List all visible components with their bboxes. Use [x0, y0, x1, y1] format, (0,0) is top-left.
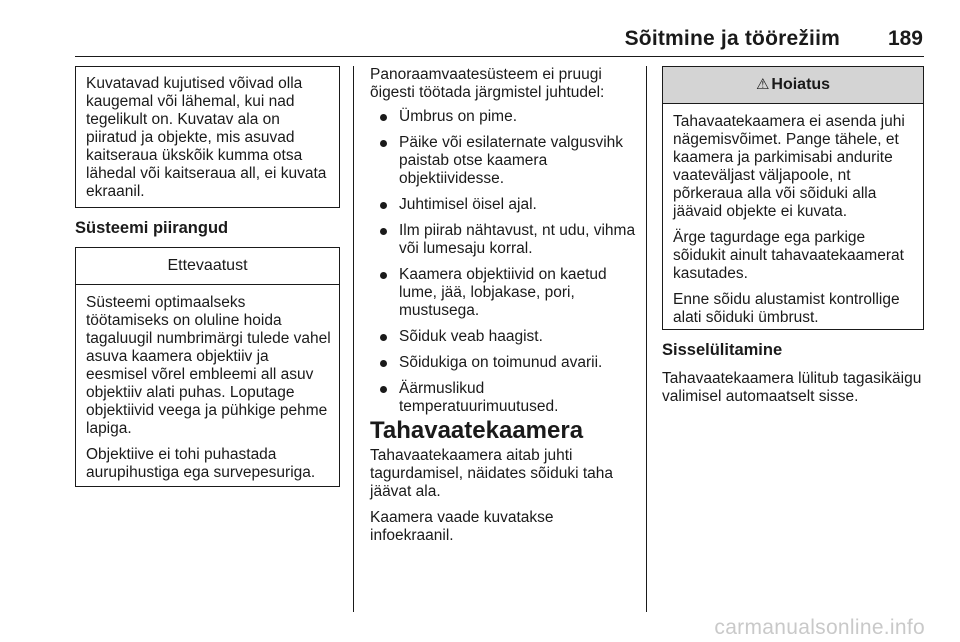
- list-item: Kaamera objektiivid on kaetud lume, jää, lobjakase, pori, mustusega.: [370, 266, 638, 320]
- activation-body: [662, 370, 924, 414]
- rear-camera-section-title: Tahavaatekaamera: [370, 417, 584, 444]
- activation-paragraph: Tahavaatekaamera lülitub tagasikäigu valimisel automaatselt sisse.: [662, 370, 922, 405]
- system-limitations-heading: Süsteemi piirangud: [75, 219, 229, 237]
- caution-box-title: Ettevaatust: [76, 248, 339, 285]
- warning-box: [662, 66, 924, 330]
- rear-camera-paragraph: Tahavaatekaamera aitab juhti tagurdamisel, näidates sõiduki taha jäävat ala.: [370, 447, 613, 500]
- limitations-intro: Panoraamvaatesüsteem ei pruugi õigesti töötada järgmistel juhtudel:: [370, 66, 605, 101]
- warning-box-header: [663, 67, 923, 104]
- column-divider-1: [353, 66, 354, 612]
- list-item: Päike või esilaternate valgusvihk paistab otse kaamera objektiividesse.: [370, 134, 638, 188]
- warning-triangle-icon: ⚠: [755, 76, 770, 93]
- caution-box: [75, 247, 340, 487]
- warning-paragraph: Enne sõidu alustamist kontrollige alati sõiduki ümbrust.: [673, 291, 900, 326]
- caution-paragraph: Süsteemi optimaalseks töötamiseks on oluline hoida tagaluugil numbrimärgi tulede vahel asuva kaamera objektiiv ja eesmisel võrel embleemi all asuv objektiiv alati puhas. Loputage objektiivid veega ja pühkige pehme lapiga.: [86, 294, 331, 437]
- list-item: Ilm piirab nähtavust, nt udu, vihma või lumesaju korral.: [370, 222, 638, 258]
- list-item: Juhtimisel öisel ajal.: [370, 196, 638, 214]
- list-item: Äärmuslikud temperatuurimuutused.: [370, 380, 638, 416]
- list-item: Ümbrus on pime.: [370, 108, 638, 126]
- warning-paragraph: Tahavaatekaamera ei asenda juhi nägemisvõimet. Pange tähele, et kaamera ja parkimisabi andurite vaateväljast väljapoole, nt põrkeraua alla või sõiduki alla jäävaid objekte ei kuvata.: [673, 113, 905, 220]
- intro-note-box: [75, 66, 340, 208]
- rear-camera-body: [370, 447, 638, 553]
- limitations-list: [370, 108, 638, 416]
- column-2: [370, 66, 638, 424]
- page-number: 189: [887, 27, 923, 50]
- activation-heading: Sisselülitamine: [662, 341, 783, 359]
- header-divider: [75, 56, 924, 57]
- list-item: Sõiduk veab haagist.: [370, 328, 638, 346]
- intro-note-text: Kuvatavad kujutised võivad olla kaugemal või lähemal, kui nad tegelikult on. Kuvatav ala on piiratud ja objekte, mis asuvad kaitseraua ükskõik kumma otsa lähedal või kaitseraua all, ei kuvata ekraanil.: [86, 75, 327, 200]
- warning-paragraph: Ärge tagurdage ega parkige sõidukit ainult tahavaatekaamerat kasutades.: [673, 229, 904, 282]
- list-item: Sõidukiga on toimunud avarii.: [370, 354, 638, 372]
- column-divider-2: [646, 66, 647, 612]
- watermark: carmanualsonline.info: [714, 616, 925, 639]
- page-header-title: Sõitmine ja töörežiim: [624, 27, 840, 50]
- caution-paragraph: Objektiive ei tohi puhastada aurupihustiga ega survepesuriga.: [86, 446, 316, 481]
- warning-box-title: Hoiatus: [771, 76, 831, 93]
- rear-camera-paragraph: Kaamera vaade kuvatakse infoekraanil.: [370, 509, 554, 544]
